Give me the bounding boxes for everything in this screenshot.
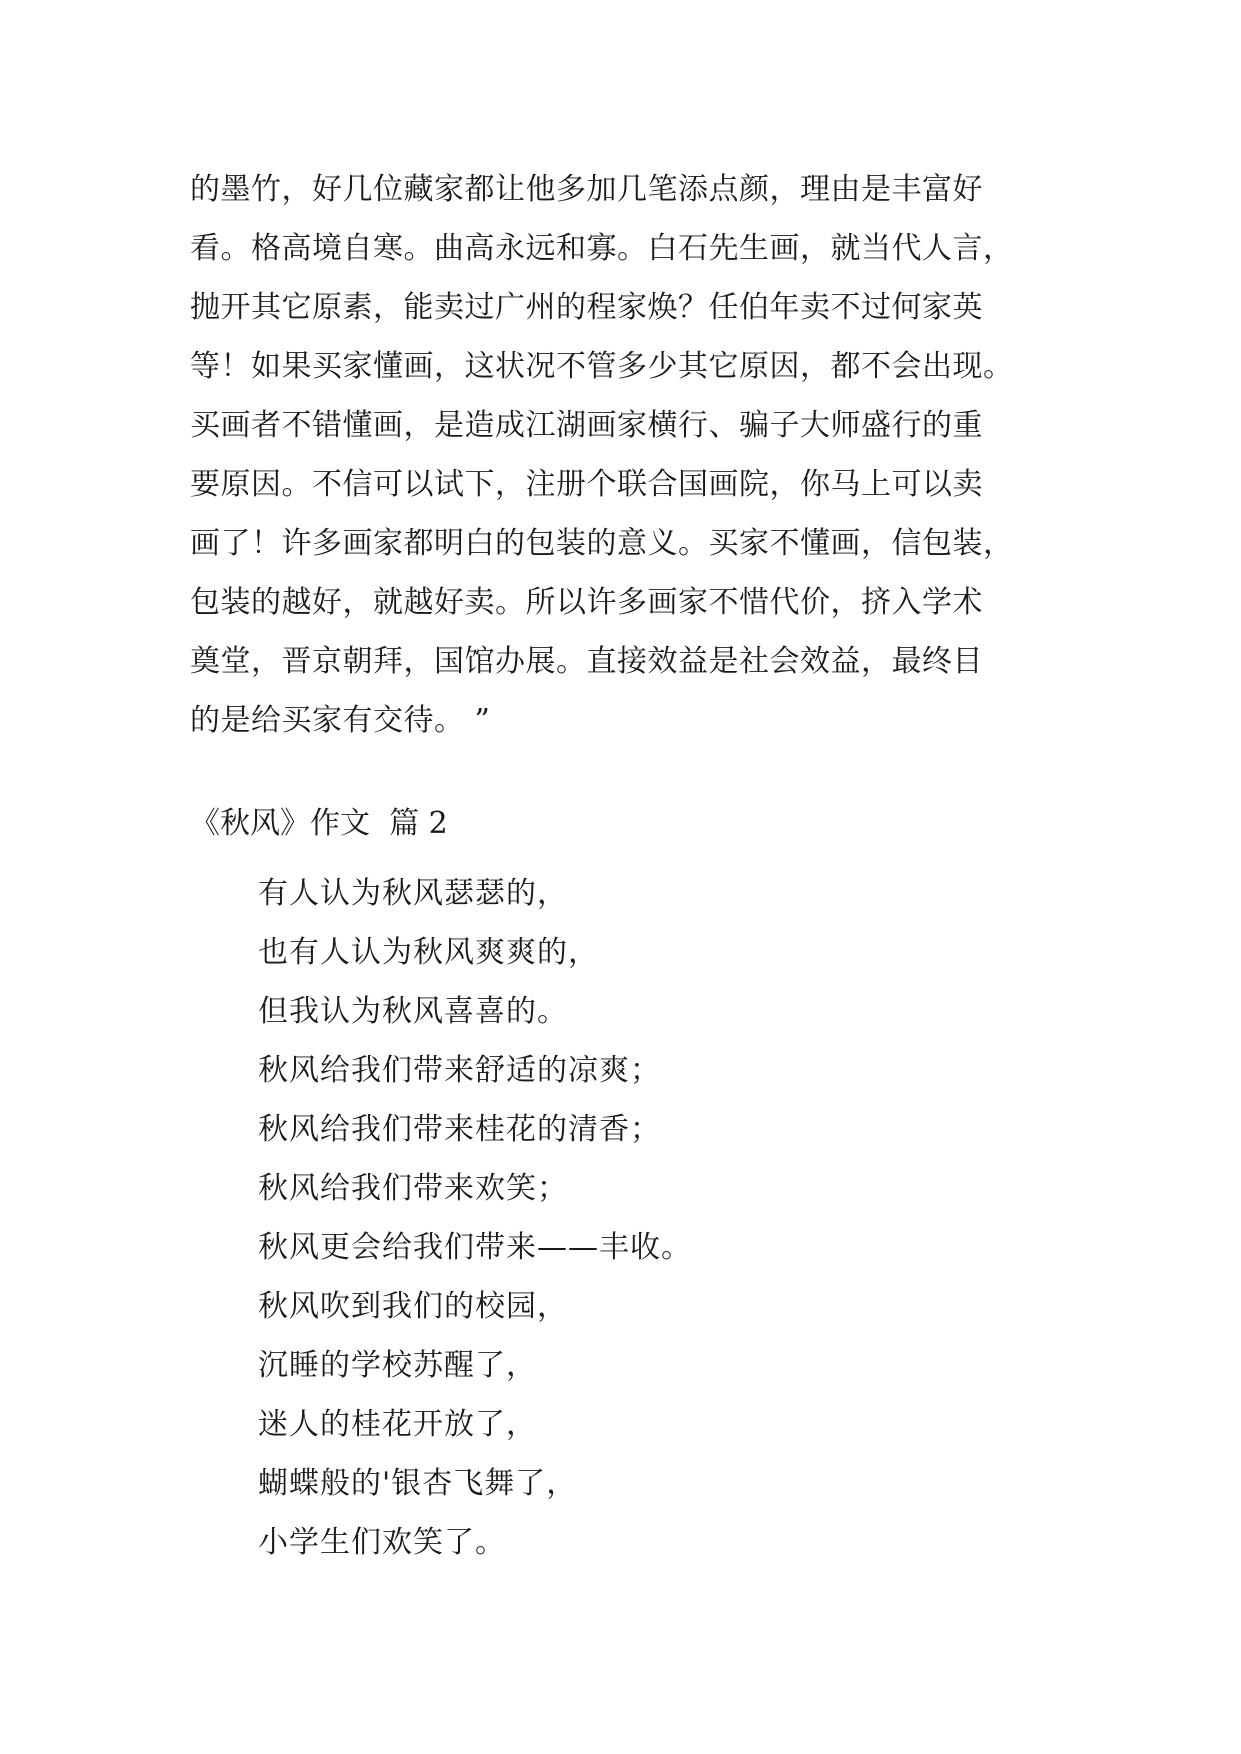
poem-line: 秋风更会给我们带来——丰收。 <box>258 1230 692 1265</box>
poem-line: 小学生们欢笑了。 <box>258 1525 506 1560</box>
paragraph-line: 包装的越好，就越好卖。所以许多画家不惜代价，挤入学术 <box>190 585 983 620</box>
paragraph-line: 等！如果买家懂画，这状况不管多少其它原因，都不会出现。 <box>190 349 1014 384</box>
poem-line: 秋风给我们带来欢笑； <box>258 1171 568 1206</box>
body-paragraph <box>190 160 1070 750</box>
poem-line: 秋风吹到我们的校园， <box>258 1289 568 1324</box>
poem-line: 秋风给我们带来舒适的凉爽； <box>258 1053 661 1088</box>
poem-line: 有人认为秋风瑟瑟的， <box>258 876 568 911</box>
paragraph-line: 看。格高境自寒。曲高永远和寡。白石先生画，就当代人言， <box>190 231 1014 266</box>
paragraph-line: 要原因。不信可以试下，注册个联合国画院，你马上可以卖 <box>190 467 983 502</box>
paragraph-line: 的是给买家有交待。 ” <box>190 703 491 738</box>
paragraph-line: 画了！许多画家都明白的包装的意义。买家不懂画，信包装， <box>190 526 1014 561</box>
poem-line: 但我认为秋风喜喜的。 <box>258 994 568 1029</box>
section-title: 《秋风》作文 篇 2 <box>190 806 448 841</box>
paragraph-line: 的墨竹，好几位藏家都让他多加几笔添点颜，理由是丰富好 <box>190 172 983 207</box>
poem-line: 也有人认为秋风爽爽的， <box>258 935 599 970</box>
poem <box>258 864 1058 1572</box>
paragraph-line: 奠堂，晋京朝拜，国馆办展。直接效益是社会效益，最终目 <box>190 644 983 679</box>
poem-line: 秋风给我们带来桂花的清香； <box>258 1112 661 1147</box>
poem-line: 迷人的桂花开放了， <box>258 1407 537 1442</box>
poem-line: 蝴蝶般的'银杏飞舞了， <box>258 1466 578 1501</box>
poem-line: 沉睡的学校苏醒了， <box>258 1348 537 1383</box>
paragraph-line: 抛开其它原素，能卖过广州的程家焕？任伯年卖不过何家英 <box>190 290 983 325</box>
paragraph-line: 买画者不错懂画，是造成江湖画家横行、骗子大师盛行的重 <box>190 408 983 443</box>
